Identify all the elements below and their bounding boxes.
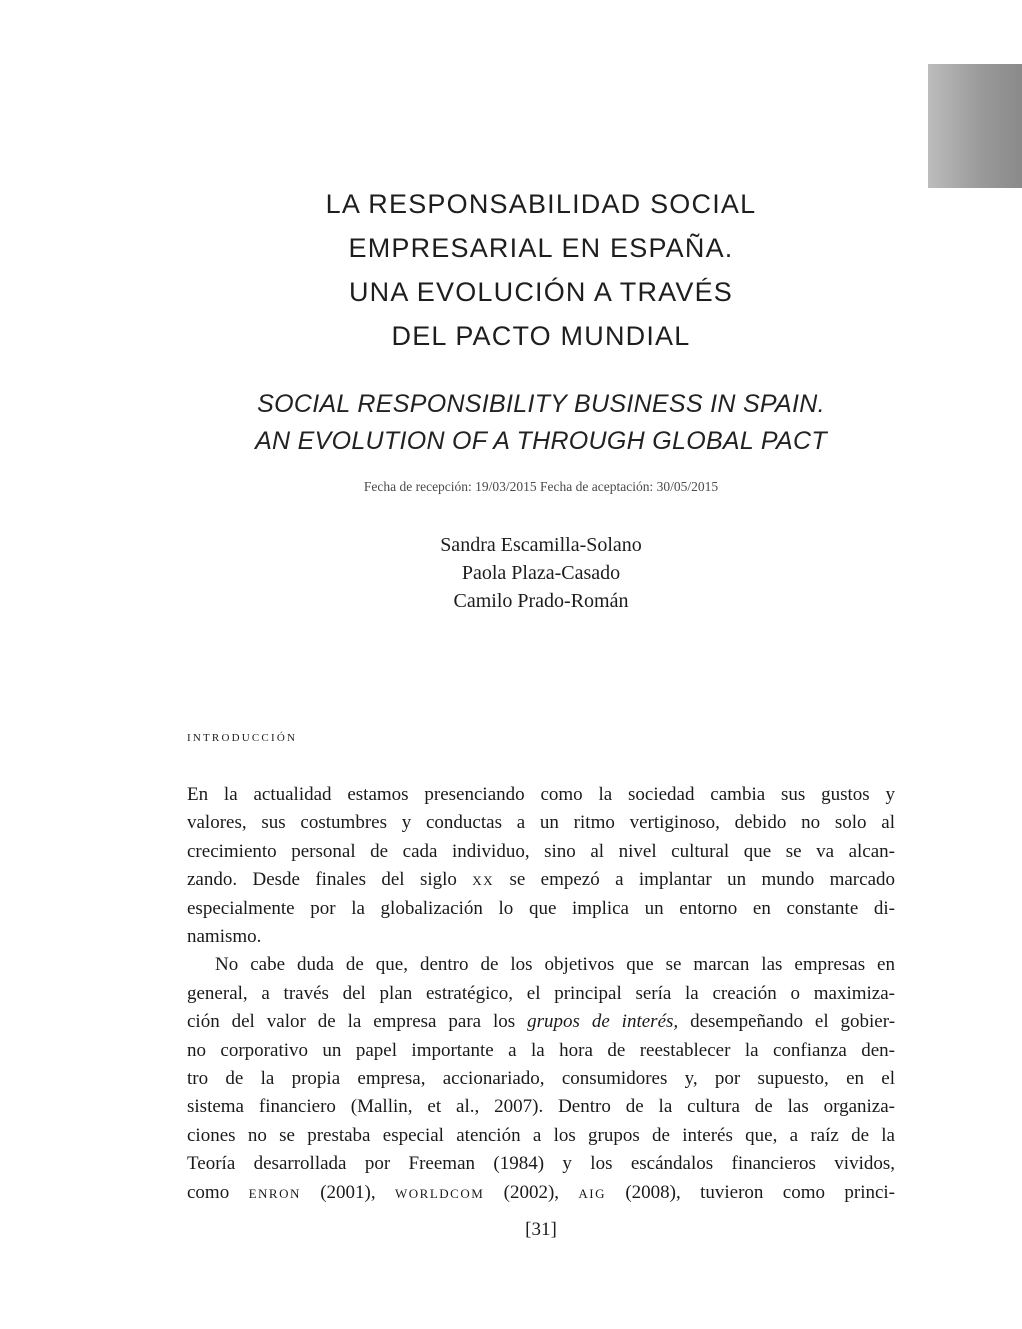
article-title: [200, 182, 882, 358]
reception-dates: Fecha de recepción: 19/03/2015 Fecha de aceptación: 30/05/2015: [363, 479, 719, 494]
author-name: Sandra Escamilla-Solano: [440, 534, 642, 556]
author-name: Paola Plaza-Casado: [461, 562, 621, 584]
text-line: [187, 1179, 895, 1207]
author-list: [300, 531, 782, 615]
company-name: aig: [578, 1181, 606, 1203]
text-line: En la actualidad estamos presenciando como la sociedad cambia sus gustos y: [187, 784, 895, 805]
text-segment: se empezó a implantar un mundo marcado: [509, 869, 896, 891]
text-segment: ción del valor de la empresa para los: [187, 1011, 516, 1033]
paragraph-1: [187, 781, 895, 951]
italic-term: grupos de interés,: [527, 1011, 679, 1033]
body-text: [187, 781, 895, 1207]
text-line: crecimiento personal de cada individuo, sino al nivel cultural que se va alcan-: [187, 840, 895, 862]
author-name: Camilo Prado-Román: [453, 590, 629, 612]
text-segment: como: [187, 1181, 230, 1203]
paragraph-2: [187, 951, 895, 1207]
company-name: enron: [248, 1181, 301, 1203]
text-line: [187, 866, 895, 894]
title-line: EMPRESARIAL EN ESPAÑA.: [348, 233, 734, 263]
text-line: ciones no se prestaba especial atención a los grupos de interés que, a raíz de la: [187, 1124, 895, 1146]
subtitle-line: AN EVOLUTION OF A THROUGH GLOBAL PACT: [255, 427, 827, 455]
text-line: general, a través del plan estratégico, el principal sería la creación o maximiza-: [187, 982, 895, 1004]
text-line: [187, 1008, 895, 1036]
text-line: sistema financiero (Mallin, et al., 2007). Dentro de la cultura de las organiza-: [187, 1096, 895, 1118]
text-line: Teoría desarrollada por Freeman (1984) y los escándalos financieros vividos,: [187, 1153, 895, 1175]
text-segment: (2008), tuvieron como princi-: [625, 1181, 896, 1203]
text-line: valores, sus costumbres y conductas a un ritmo vertiginoso, debido no solo al: [187, 812, 895, 834]
section-heading: introducción: [187, 728, 298, 745]
text-segment: (2002),: [503, 1181, 560, 1203]
article-subtitle: [160, 386, 922, 460]
text-line: namismo.: [187, 926, 262, 948]
text-line: no corporativo un papel importante a la hora de reestablecer la confianza den-: [187, 1039, 895, 1061]
title-line: DEL PACTO MUNDIAL: [391, 321, 691, 351]
title-line: UNA EVOLUCIÓN A TRAVÉS: [348, 277, 734, 307]
page-number: [31]: [525, 1219, 557, 1240]
century-numeral: xx: [472, 869, 495, 891]
text-segment: zando. Desde finales del siglo: [187, 869, 457, 891]
text-line: tro de la propia empresa, accionariado, consumidores y, por supuesto, en el: [187, 1068, 895, 1090]
text-line: No cabe duda de que, dentro de los objetivos que se marcan las empresas en: [215, 954, 895, 976]
subtitle-line: SOCIAL RESPONSIBILITY BUSINESS IN SPAIN.: [257, 390, 825, 418]
text-segment: (2001),: [320, 1181, 376, 1203]
title-line: LA RESPONSABILIDAD SOCIAL: [325, 189, 757, 219]
page-corner-tab: [928, 64, 1022, 188]
text-segment: desempeñando el gobier-: [690, 1011, 896, 1033]
text-line: especialmente por la globalización lo que implica un entorno en constante di-: [187, 897, 895, 919]
company-name: worldcom: [394, 1181, 485, 1203]
